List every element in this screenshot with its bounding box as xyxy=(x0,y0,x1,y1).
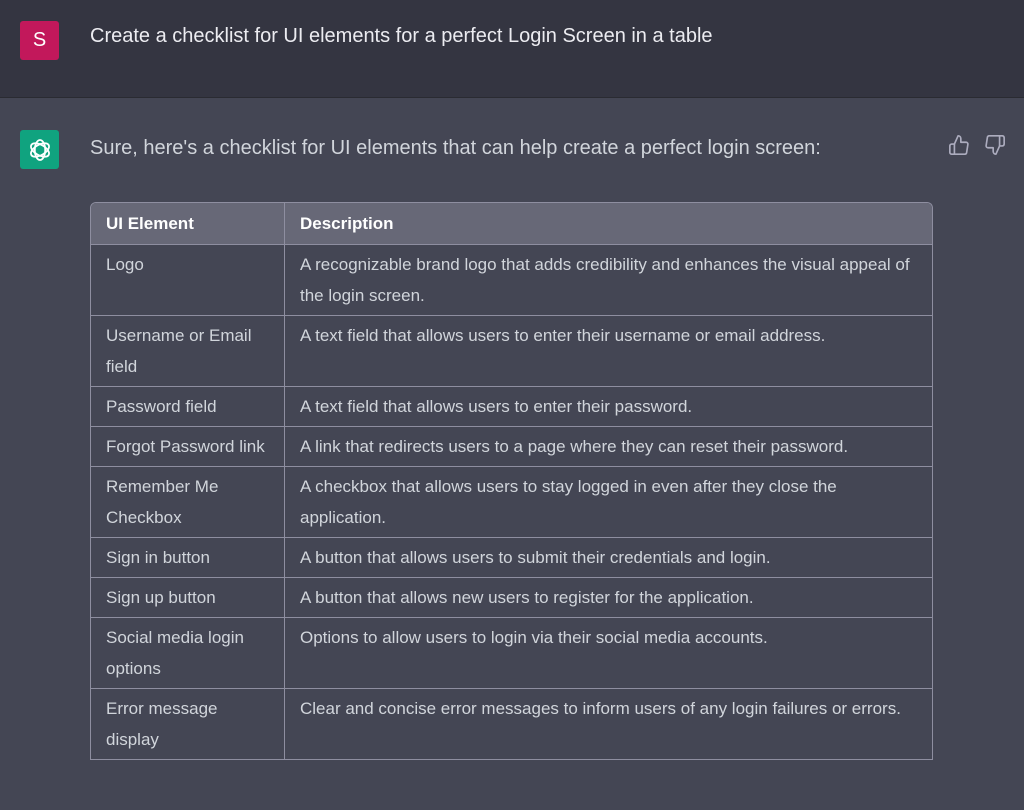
like-button[interactable] xyxy=(947,133,971,157)
column-header-ui-element: UI Element xyxy=(91,203,285,245)
description-cell: A text field that allows users to enter their password. xyxy=(285,387,932,427)
user-avatar: S xyxy=(20,21,59,60)
ui-element-cell: Sign in button xyxy=(91,538,285,578)
assistant-intro-text: Sure, here's a checklist for UI elements that can help create a perfect login screen: xyxy=(90,137,821,159)
ui-element-cell: Logo xyxy=(91,245,285,316)
table-row xyxy=(91,245,932,316)
checklist-table xyxy=(90,202,933,760)
description-cell: Options to allow users to login via their social media accounts. xyxy=(285,618,932,689)
assistant-message-row xyxy=(0,99,1024,810)
thumbs-up-icon xyxy=(948,134,970,156)
ui-element-cell: Forgot Password link xyxy=(91,427,285,467)
table-header-row xyxy=(91,203,932,245)
ui-element-cell: Sign up button xyxy=(91,578,285,618)
description-cell: A recognizable brand logo that adds credibility and enhances the visual appeal of the login screen. xyxy=(285,245,932,316)
user-message-row xyxy=(0,0,1024,98)
table-row xyxy=(91,316,932,387)
table-row xyxy=(91,618,932,689)
dislike-button[interactable] xyxy=(983,133,1007,157)
description-cell: A link that redirects users to a page where they can reset their password. xyxy=(285,427,932,467)
table-row xyxy=(91,467,932,538)
ui-element-cell: Password field xyxy=(91,387,285,427)
ui-element-cell: Social media login options xyxy=(91,618,285,689)
table-row xyxy=(91,387,932,427)
description-cell: A text field that allows users to enter their username or email address. xyxy=(285,316,932,387)
description-cell: A checkbox that allows users to stay logged in even after they close the application. xyxy=(285,467,932,538)
table-row xyxy=(91,689,932,760)
assistant-avatar xyxy=(20,130,59,169)
ui-element-cell: Username or Email field xyxy=(91,316,285,387)
description-cell: A button that allows new users to register for the application. xyxy=(285,578,932,618)
table-row xyxy=(91,538,932,578)
column-header-description: Description xyxy=(285,203,932,245)
table-row xyxy=(91,427,932,467)
ui-element-cell: Error message display xyxy=(91,689,285,760)
openai-logo-icon xyxy=(26,136,54,164)
user-message-text: Create a checklist for UI elements for a perfect Login Screen in a table xyxy=(90,25,713,47)
description-cell: A button that allows users to submit their credentials and login. xyxy=(285,538,932,578)
ui-element-cell: Remember Me Checkbox xyxy=(91,467,285,538)
description-cell: Clear and concise error messages to inform users of any login failures or errors. xyxy=(285,689,932,760)
thumbs-down-icon xyxy=(984,134,1006,156)
table-row xyxy=(91,578,932,618)
